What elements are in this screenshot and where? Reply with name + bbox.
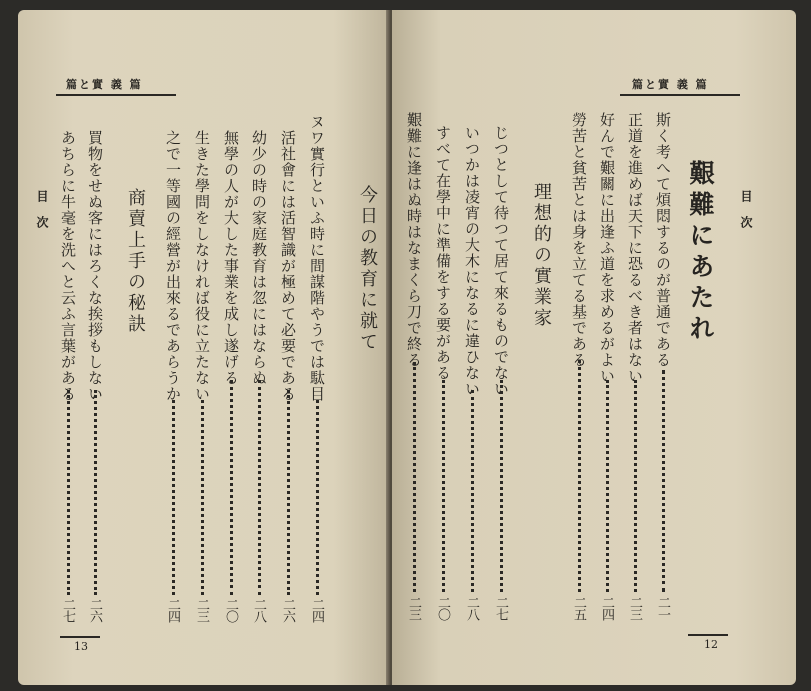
right-running-header: 篇と實 義 篇 bbox=[632, 78, 709, 91]
right-entry-2-3: すべて在學中に準備をする要がある bbox=[434, 125, 452, 381]
right-entry-1-1: 斯く考へて煩悶するのが普通である bbox=[654, 112, 672, 368]
left-leader-1-6 bbox=[172, 400, 175, 595]
right-leader-1-2 bbox=[634, 380, 637, 592]
left-folio: 13 bbox=[74, 640, 88, 653]
left-page-1-1: 二四 bbox=[309, 598, 324, 622]
right-leader-2-2 bbox=[471, 390, 474, 592]
left-entry-1-5: 生きた學問をしなければ役に立たない bbox=[193, 130, 211, 402]
right-folio-rule bbox=[688, 634, 728, 636]
right-leader-1-4 bbox=[578, 360, 581, 592]
right-entry-1-4: 勞苦と貧苦とは身を立てる基である bbox=[570, 112, 588, 368]
right-page-1-3: 二四 bbox=[599, 596, 614, 620]
left-page-2-2: 二七 bbox=[60, 598, 75, 622]
left-leader-1-1 bbox=[316, 400, 319, 595]
left-entry-1-1: ヌワ實行といふ時に間謀階やうでは駄目 bbox=[308, 114, 326, 402]
right-leader-2-1 bbox=[500, 380, 503, 592]
right-entry-2-4: 艱難に逢はぬ時はなまくら刀で終る bbox=[405, 112, 423, 368]
right-leader-2-4 bbox=[413, 362, 416, 592]
left-entry-2-1: 買物をせぬ客にはろくな挨拶もしない bbox=[86, 130, 104, 402]
left-page-1-5: 二三 bbox=[194, 598, 209, 622]
right-entry-1-3: 好んで艱關に出逢ふ道を求めるがよい bbox=[598, 112, 616, 384]
left-side-label: 目 次 bbox=[35, 190, 49, 228]
right-leader-1-3 bbox=[606, 380, 609, 592]
left-page-2-1: 二六 bbox=[87, 598, 102, 622]
left-page-1-4: 二〇 bbox=[223, 598, 238, 622]
left-page bbox=[18, 10, 389, 685]
left-header-rule bbox=[56, 94, 176, 96]
right-entry-2-1: じつとして待つて居て來るものでない bbox=[492, 125, 510, 397]
right-side-label: 目 次 bbox=[739, 190, 753, 228]
right-page-1-4: 二五 bbox=[571, 596, 586, 620]
left-entry-1-3: 幼少の時の家庭教育は忽にはならぬ bbox=[250, 130, 268, 386]
left-page-1-3: 二八 bbox=[251, 598, 266, 622]
left-leader-2-1 bbox=[94, 390, 97, 595]
right-page-2-3: 二〇 bbox=[435, 596, 450, 620]
right-leader-2-3 bbox=[442, 380, 445, 592]
left-entry-2-2: あちらに牛毫を洗へと云ふ言葉がある bbox=[59, 130, 77, 402]
left-leader-1-3 bbox=[258, 380, 261, 595]
right-section-title-2: 理想的の實業家 bbox=[531, 182, 552, 329]
left-entry-1-6: 之で一等國の經營が出來るであらうか bbox=[164, 130, 182, 402]
right-folio: 12 bbox=[704, 638, 718, 651]
left-leader-2-2 bbox=[67, 390, 70, 595]
right-entry-2-2: いつかは凌宵の大木になるに違ひない bbox=[463, 125, 481, 397]
left-running-header: 篇と實 義 篇 bbox=[66, 78, 143, 91]
left-entry-1-4: 無學の人が大した事業を成し遂げる bbox=[222, 130, 240, 386]
left-section-title-2: 商賣上手の秘訣 bbox=[125, 188, 146, 335]
right-header-rule bbox=[620, 94, 740, 96]
left-leader-1-5 bbox=[201, 400, 204, 595]
right-page-2-4: 二三 bbox=[406, 596, 421, 620]
left-folio-rule bbox=[60, 636, 100, 638]
right-page-2-2: 二八 bbox=[464, 596, 479, 620]
right-page-2-1: 二七 bbox=[493, 596, 508, 620]
right-section-title-1: 艱難にあたれ bbox=[686, 160, 715, 346]
left-page-1-6: 二四 bbox=[165, 598, 180, 622]
left-section-title-1: 今日の教育に就て bbox=[357, 185, 378, 353]
right-page-1-1: 二一 bbox=[655, 596, 670, 620]
right-page bbox=[392, 10, 796, 685]
right-entry-1-2: 正道を進めば天下に恐るべき者はない bbox=[626, 112, 644, 384]
left-leader-1-2 bbox=[287, 390, 290, 595]
right-leader-1-1 bbox=[662, 370, 665, 592]
left-entry-1-2: 活社會には活智識が極めて必要である bbox=[279, 130, 297, 402]
right-page-1-2: 二三 bbox=[627, 596, 642, 620]
left-page-1-2: 二六 bbox=[280, 598, 295, 622]
left-leader-1-4 bbox=[230, 380, 233, 595]
